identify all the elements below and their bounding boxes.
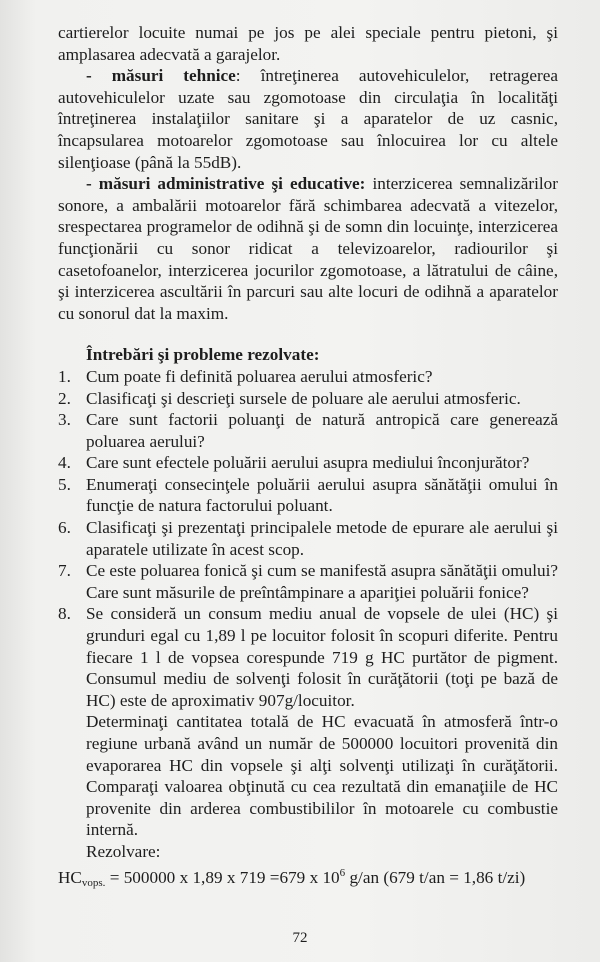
technical-measures-heading: - măsuri tehnice bbox=[86, 66, 236, 86]
formula-exponent: 6 bbox=[339, 866, 346, 879]
administrative-measures-heading: - măsuri administrative şi educative: bbox=[86, 174, 366, 194]
question-text: Enumeraţi consecinţele poluării aerului asupra sănătăţii omului în funcţie de natura factorului poluant. bbox=[86, 474, 558, 516]
administrative-measures-text: interzicerea semnalizărilor sonore, a ambalării motoarelor fără schimbarea adecvată a vitezelor, srespectarea programelor de odihnă şi de somn din locuinţe, interzicerea funcţionării cu sonor ridicat a televizoarelor, radiourilor şi casetofoanelor, interzicerea jocurilor zgomotoase, a lătratului de câine, şi interzicerea ascultării în parcuri sau alte locuri de odihnă a aparatelor cu sonorul dat la maxim. bbox=[58, 174, 558, 323]
questions-list bbox=[58, 366, 558, 712]
solution-label: Rezolvare: bbox=[86, 841, 161, 861]
formula-tail: g/an (679 t/an = 1,86 t/zi) bbox=[345, 867, 526, 887]
list-item bbox=[58, 603, 558, 711]
technical-measures-text: : întreţinerea autovehiculelor, retragerea autovehiculelor uzate sau zgomotoase din circulaţia în localităţi întreţinerea instalaţiilor sanitare şi a aparatelor de uz casnic, încapsularea motoarelor zgomotoase sau înlocuirea lor cu altele silenţioase (până la 55dB). bbox=[58, 66, 559, 172]
paragraph-continuation: cartierelor locuite numai pe jos pe alei speciale pentru pietoni, şi amplasarea adecvată a garajelor. bbox=[58, 23, 558, 64]
question-text: Se consideră un consum mediu anual de vopsele de ulei (HC) şi grunduri egal cu 1,89 l pe locuitor folosit în scopuri diferite. Pentru fiecare 1 l de vopsea corespunde 719 g HC purtător de pigment. Consumul mediu de solvenţi folosit în curăţătorii (toţi pe bază de HC) este de aproximativ 907g/locuitor. bbox=[86, 604, 558, 710]
formula-body: = 500000 x 1,89 x 719 =679 x 10 bbox=[105, 867, 340, 887]
formula-subscript: vops. bbox=[81, 876, 106, 889]
list-item bbox=[58, 366, 558, 388]
list-item bbox=[58, 474, 558, 517]
question-text: Care sunt factorii poluanţi de natură antropică care generează poluarea aerului? bbox=[86, 410, 558, 451]
paragraph-technical-measures bbox=[58, 65, 558, 173]
question-number: 1. bbox=[58, 366, 71, 386]
list-item bbox=[58, 452, 558, 474]
list-item bbox=[58, 388, 558, 410]
page-text bbox=[58, 22, 558, 894]
formula-lhs: HC bbox=[58, 867, 82, 887]
list-item bbox=[58, 517, 558, 560]
question-text: Care sunt efectele poluării aerului asupra mediului înconjurător? bbox=[86, 453, 530, 473]
question-text: Clasificaţi şi descrieţi sursele de poluare ale aerului atmosferic. bbox=[86, 388, 521, 408]
list-item bbox=[58, 560, 558, 603]
question-number: 2. bbox=[58, 388, 71, 408]
question-number: 8. bbox=[58, 604, 71, 624]
paragraph-administrative-measures bbox=[58, 173, 558, 324]
question-text: Cum poate fi definită poluarea aerului atmosferic? bbox=[86, 366, 433, 386]
page-number: 72 bbox=[292, 930, 308, 946]
question-number: 3. bbox=[58, 410, 71, 430]
question-number: 7. bbox=[58, 561, 71, 581]
list-item bbox=[58, 409, 558, 452]
question-text: Ce este poluarea fonică şi cum se manifestă asupra sănătăţii omului? Care sunt măsurile de preîntâmpinare a apariţiei poluării fonice? bbox=[86, 561, 558, 602]
question-number: 6. bbox=[58, 518, 71, 538]
solution-formula bbox=[58, 863, 558, 895]
question-number: 4. bbox=[58, 453, 71, 473]
question-text: Clasificaţi şi prezentaţi principalele metode de epurare ale aerului şi aparatele utilizate în acest scop. bbox=[86, 518, 558, 559]
section-title: Întrebări şi probleme rezolvate: bbox=[86, 345, 320, 365]
question-8-task: Determinaţi cantitatea totală de HC evacuată în atmosferă într-o regiune urbană având un număr de 500000 locuitori provenită din evaporarea HC din vopsele şi alţi solvenţi utilizaţi în curăţătorii. Comparaţi valoarea obţinută cu cea rezultată din emanaţiile de HC provenite din arderea combustibililor în motoarele cu combustie internă. bbox=[86, 712, 558, 840]
question-number: 5. bbox=[58, 474, 71, 494]
